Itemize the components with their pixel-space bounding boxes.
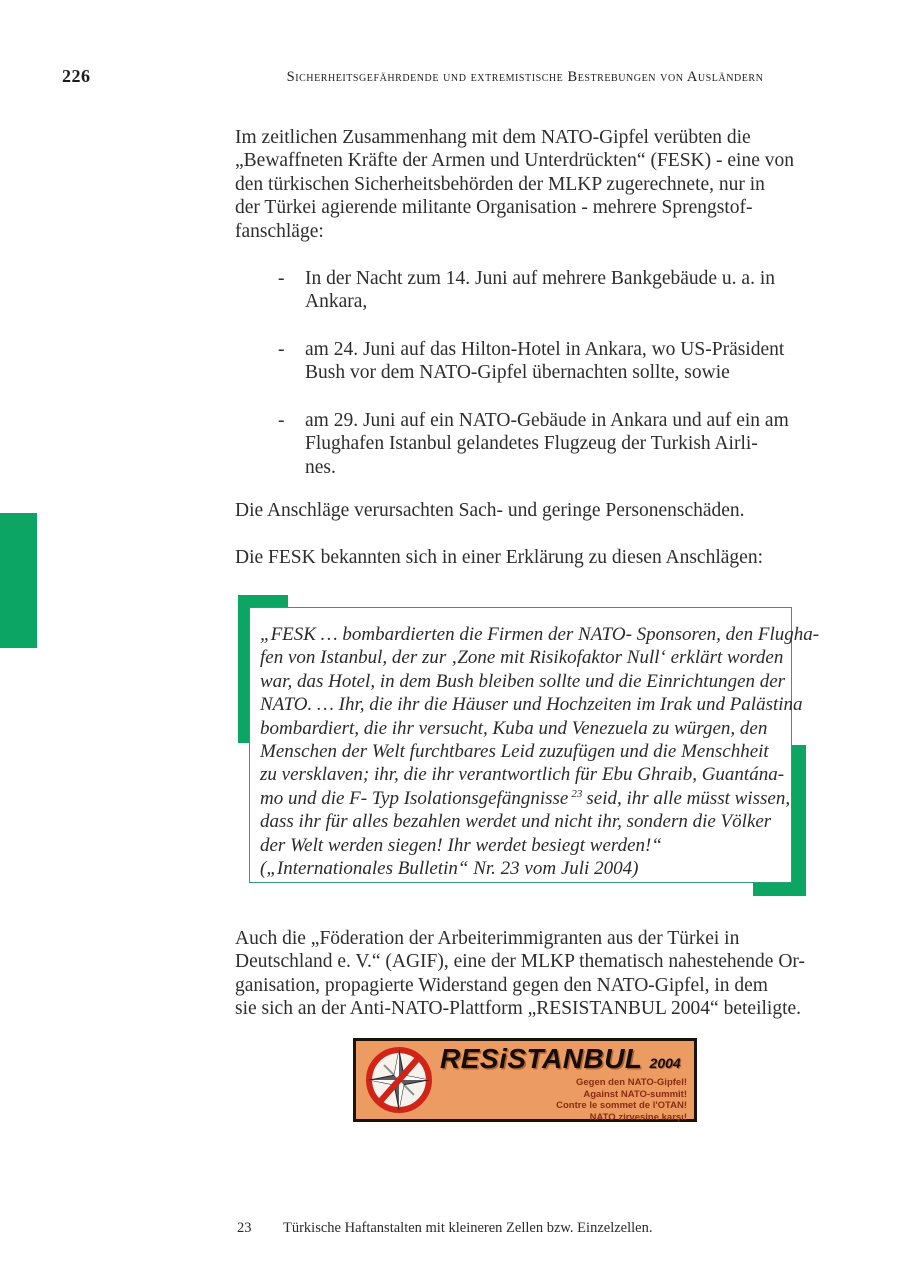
bullet-text [305, 338, 784, 385]
banner-year: 2004 [649, 1055, 681, 1071]
text-line: In der Nacht zum 14. Juni auf mehrere Bankgebäude u. a. in [305, 268, 775, 289]
bullet-item-1 [278, 267, 775, 314]
footnote-number: 23 [237, 1220, 252, 1236]
text-line: der Türkei agierende militante Organisation - mehrere Sprengstof- [235, 197, 753, 219]
quote-line: der Welt werden siegen! Ihr werdet besiegt werden!“ [260, 834, 662, 856]
footnote [237, 1220, 652, 1237]
running-header: Sicherheitsgefährdende und extremistische Bestrebungen von Ausländern [286, 69, 764, 85]
quote-line: bombardiert, die ihr versucht, Kuba und Venezuela zu würgen, den [260, 717, 768, 739]
paragraph-intro [235, 126, 794, 243]
text-line: sie sich an der Anti-NATO-Plattform „RESISTANBUL 2004“ beteiligte. [235, 998, 802, 1020]
paragraph-agif [235, 927, 805, 1021]
quote-line: war, das Hotel, in dem Bush bleiben sollte und die Einrichtungen der [260, 670, 786, 692]
quote-line: NATO. … Ihr, die ihr die Häuser und Hochzeiten im Irak und Palästina [260, 694, 803, 716]
text-line: den türkischen Sicherheitsbehörden der MLKP zugerechnete, nur in [235, 173, 765, 195]
banner-slogan-line: NATO zirvesine karşı! [589, 1111, 687, 1123]
resistanbul-banner-image [353, 1038, 697, 1122]
banner-slogan-line: Against NATO-summit! [583, 1088, 687, 1100]
text-line: Im zeitlichen Zusammenhang mit dem NATO-Gipfel verübten die [235, 127, 751, 148]
bullet-text [305, 409, 789, 479]
banner-title: RESiSTANBUL [440, 1043, 643, 1074]
bullet-item-2 [278, 338, 784, 385]
quote-source: („Internationales Bulletin“ Nr. 23 vom Juli 2004) [260, 858, 639, 880]
quote-text [260, 623, 820, 880]
banner-slogan-line: Contre le sommet de l'OTAN! [556, 1100, 687, 1111]
banner-slogan-line: Gegen den NATO-Gipfel! [575, 1077, 687, 1088]
quote-line: zu versklaven; ihr, die ihr verantwortlich für Ebu Ghraib, Guantána- [260, 764, 785, 786]
bullet-dash: - [278, 410, 285, 431]
margin-marker-bar [0, 513, 37, 648]
quote-line-pre: mo und die F- Typ Isolationsgefängnisse [260, 787, 569, 809]
text-line: am 24. Juni auf das Hilton-Hotel in Ankara, wo US-Präsident [305, 339, 785, 360]
quote-line: Menschen der Welt furchtbares Leid zuzufügen und die Menschheit [260, 741, 769, 763]
banner-slogans [556, 1077, 687, 1123]
banner-title-row [440, 1043, 681, 1075]
footnote-reference-sup: 23 [571, 787, 583, 800]
quote-line-post: seid, ihr alle müsst wissen, [586, 787, 791, 809]
text-line: Bush vor dem NATO-Gipfel übernachten sollte, sowie [305, 362, 730, 384]
bullet-dash: - [278, 339, 285, 360]
text-line: „Bewaffneten Kräfte der Armen und Unterdrückten“ (FESK) - eine von [235, 150, 794, 172]
quote-line: dass ihr für alles bezahlen werdet und nicht ihr, sondern die Völker [260, 811, 772, 833]
bullet-item-3 [278, 409, 789, 479]
bullet-text [305, 267, 775, 314]
paragraph-damage: Die Anschläge verursachten Sach- und geringe Personenschäden. [235, 500, 745, 521]
text-line: fanschläge: [235, 220, 324, 242]
text-line: ganisation, propagierte Widerstand gegen den NATO-Gipfel, in dem [235, 974, 768, 996]
quote-line: „FESK … bombardierten die Firmen der NATO- Sponsoren, den Flugha- [260, 624, 820, 645]
quote-box [249, 607, 820, 883]
text-line: Flughafen Istanbul gelandetes Flugzeug der Turkish Airli- [305, 433, 758, 455]
quote-line: fen von Istanbul, der zur ‚Zone mit Risikofaktor Null‘ erklärt worden [260, 647, 784, 669]
footnote-text: Türkische Haftanstalten mit kleineren Zellen bzw. Einzelzellen. [283, 1220, 653, 1236]
paragraph-statement-intro: Die FESK bekannten sich in einer Erklärung zu diesen Anschlägen: [235, 547, 763, 568]
text-line: Deutschland e. V.“ (AGIF), eine der MLKP thematisch nahestehende Or- [235, 951, 806, 973]
no-nato-compass-icon [365, 1046, 433, 1114]
text-line: am 29. Juni auf ein NATO-Gebäude in Ankara und auf ein am [305, 410, 789, 431]
quote-line-with-footnote-ref [260, 787, 791, 810]
bullet-dash: - [278, 268, 285, 289]
text-line: Auch die „Föderation der Arbeiterimmigranten aus der Türkei in [235, 928, 740, 949]
page-number: 226 [62, 66, 91, 86]
text-line: nes. [305, 456, 336, 478]
text-line: Ankara, [305, 291, 368, 313]
